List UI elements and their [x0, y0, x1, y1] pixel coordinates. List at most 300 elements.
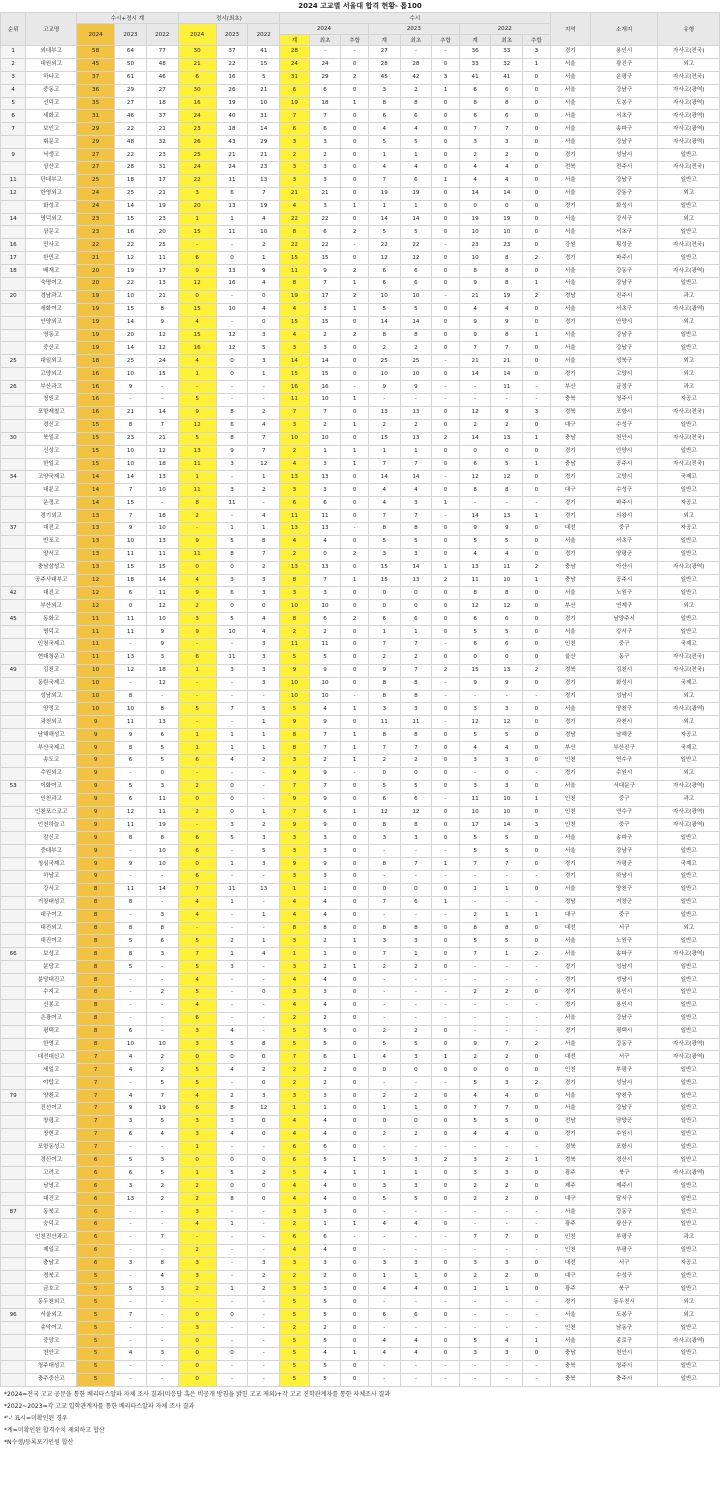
table-cell: 대전 — [550, 522, 590, 535]
table-cell: 27 — [115, 97, 147, 110]
table-row — [1, 1128, 720, 1141]
table-row — [1, 252, 720, 265]
table-cell: 상산고 — [26, 162, 77, 175]
table-cell: 0 — [432, 780, 459, 793]
table-cell: 0 — [523, 123, 550, 136]
table-cell: 2 — [400, 754, 432, 767]
table-cell: - — [523, 690, 550, 703]
table-cell: 일반고 — [658, 329, 720, 342]
table-cell: 77 — [146, 46, 178, 59]
table-cell: 14 — [368, 213, 400, 226]
table-cell: 21 — [146, 187, 178, 200]
table-cell: 3 — [400, 832, 432, 845]
table-cell: 낙생고 — [26, 149, 77, 162]
table-cell: 7 — [216, 703, 248, 716]
susi-2022-total-header: 계 — [459, 35, 491, 46]
table-cell: 17 — [146, 265, 178, 278]
table-cell: 10 — [146, 522, 178, 535]
table-cell: 경기 — [550, 497, 590, 510]
table-cell: 중구 — [590, 819, 658, 832]
table-cell: 0 — [341, 368, 368, 381]
table-cell: 13 — [146, 716, 178, 729]
table-cell: - — [432, 46, 459, 59]
table-cell: 1 — [432, 174, 459, 187]
table-cell: 경기 — [550, 1077, 590, 1090]
table-cell: 4 — [280, 535, 310, 548]
table-cell: 0 — [432, 1180, 459, 1193]
susi-header: 수시 — [280, 13, 551, 24]
table-cell: 2 — [178, 1244, 216, 1257]
table-cell: 25 — [77, 174, 115, 187]
table-cell: - — [400, 1141, 432, 1154]
table-cell: 0 — [432, 123, 459, 136]
table-cell: 3 — [248, 574, 280, 587]
table-cell: - — [178, 522, 216, 535]
table-cell: 0 — [178, 1051, 216, 1064]
table-cell: 2 — [400, 1025, 432, 1038]
table-cell: 6 — [178, 845, 216, 858]
table-cell: 0 — [216, 1180, 248, 1193]
table-cell: 2 — [432, 432, 459, 445]
table-cell: 서울 — [550, 1206, 590, 1219]
table-cell: - — [432, 290, 459, 303]
table-cell: 부산국제고 — [26, 742, 77, 755]
table-cell: 10 — [280, 600, 310, 613]
table-cell: 9 — [309, 793, 341, 806]
table-cell: 3 — [280, 832, 310, 845]
table-cell: 자사고(전국) — [658, 46, 720, 59]
table-cell — [1, 445, 26, 458]
table-cell: - — [216, 677, 248, 690]
table-row — [1, 1296, 720, 1309]
table-cell: 42 — [1, 587, 26, 600]
table-cell: 9 — [309, 819, 341, 832]
table-cell: 0 — [341, 1270, 368, 1283]
table-cell: 화성시 — [590, 677, 658, 690]
table-cell: 8 — [368, 819, 400, 832]
table-cell: 2 — [400, 1090, 432, 1103]
table-cell: 6 — [459, 84, 491, 97]
table-cell: 9 — [178, 587, 216, 600]
table-cell: 화성고 — [26, 200, 77, 213]
table-cell: 8 — [309, 922, 341, 935]
table-cell: 6 — [280, 1231, 310, 1244]
table-cell: 0 — [341, 948, 368, 961]
table-cell: - — [523, 1012, 550, 1025]
table-cell: - — [459, 999, 491, 1012]
table-cell: 0 — [432, 1103, 459, 1116]
table-cell: 3 — [216, 819, 248, 832]
table-cell: 2 — [523, 561, 550, 574]
table-cell: 8 — [368, 522, 400, 535]
table-cell: 3 — [491, 780, 523, 793]
table-cell — [1, 394, 26, 407]
table-cell: - — [216, 974, 248, 987]
table-cell: 13 — [216, 200, 248, 213]
table-cell: 중구 — [590, 522, 658, 535]
table-cell: 8 — [115, 922, 147, 935]
table-row — [1, 1309, 720, 1322]
table-cell: 10 — [146, 845, 178, 858]
table-cell: 자사고(광역) — [658, 1335, 720, 1348]
table-cell: 5 — [146, 742, 178, 755]
table-cell: 6 — [280, 84, 310, 97]
table-cell: 10 — [77, 690, 115, 703]
table-cell — [1, 677, 26, 690]
table-row — [1, 445, 720, 458]
table-cell: 1 — [459, 883, 491, 896]
table-cell: 14 — [115, 342, 147, 355]
table-cell: 0 — [432, 613, 459, 626]
table-cell: 4 — [280, 1128, 310, 1141]
table-cell: 창현고 — [26, 1128, 77, 1141]
table-row — [1, 522, 720, 535]
table-cell: 9 — [400, 381, 432, 394]
table-cell: - — [216, 1257, 248, 1270]
table-cell: 9 — [309, 858, 341, 871]
table-cell: 23 — [146, 213, 178, 226]
table-cell: 16 — [77, 381, 115, 394]
table-cell: 2 — [280, 1064, 310, 1077]
table-cell: - — [368, 1012, 400, 1025]
table-cell: - — [115, 871, 147, 884]
table-cell: 3 — [280, 845, 310, 858]
table-cell: 충북 — [550, 1360, 590, 1373]
table-cell: 5 — [216, 1167, 248, 1180]
table-cell: 7 — [309, 406, 341, 419]
table-cell: 11 — [115, 819, 147, 832]
table-cell: - — [368, 987, 400, 1000]
table-cell: 15 — [115, 497, 147, 510]
table-cell: 0 — [523, 832, 550, 845]
table-cell: 부산 — [550, 381, 590, 394]
table-cell: 13 — [400, 574, 432, 587]
table-cell: 외고 — [658, 58, 720, 71]
table-cell: - — [459, 497, 491, 510]
table-cell: - — [115, 1206, 147, 1219]
table-cell: 경기 — [550, 1296, 590, 1309]
table-cell: 0 — [523, 187, 550, 200]
table-cell: 10 — [309, 600, 341, 613]
table-cell: 0 — [341, 1193, 368, 1206]
table-cell: 자사고(광역) — [658, 110, 720, 123]
table-cell: 공주시 — [590, 574, 658, 587]
table-cell: 0 — [523, 1051, 550, 1064]
table-cell: 서울 — [550, 187, 590, 200]
table-cell — [1, 690, 26, 703]
table-cell — [1, 1064, 26, 1077]
table-cell: 대전 — [550, 1051, 590, 1064]
table-cell: 2 — [178, 1193, 216, 1206]
table-cell: 연수구 — [590, 806, 658, 819]
table-cell: 2 — [146, 987, 178, 1000]
table-cell: - — [216, 316, 248, 329]
table-cell: 양천구 — [590, 703, 658, 716]
table-cell: 0 — [523, 651, 550, 664]
table-cell: 0 — [432, 1128, 459, 1141]
table-cell: - — [248, 999, 280, 1012]
table-cell: 4 — [309, 1244, 341, 1257]
table-cell: 8 — [115, 948, 147, 961]
table-cell: - — [400, 845, 432, 858]
table-cell: 9 — [491, 677, 523, 690]
table-cell: 경기 — [550, 767, 590, 780]
table-cell: 5 — [115, 780, 147, 793]
table-cell: 23 — [178, 123, 216, 136]
table-cell: 자사고(전국) — [658, 651, 720, 664]
table-cell: 22 — [115, 123, 147, 136]
table-cell: - — [248, 690, 280, 703]
table-cell: 서울 — [550, 1309, 590, 1322]
table-cell: 10 — [248, 226, 280, 239]
table-cell: 3 — [248, 651, 280, 664]
table-cell: 9 — [178, 265, 216, 278]
table-cell: 0 — [432, 445, 459, 458]
table-cell: 3 — [280, 174, 310, 187]
table-cell: 29 — [115, 84, 147, 97]
table-cell: 인천진산과고 — [26, 1231, 77, 1244]
table-cell: - — [341, 767, 368, 780]
table-row — [1, 987, 720, 1000]
table-cell: 3 — [280, 1283, 310, 1296]
table-cell: 3 — [115, 1257, 147, 1270]
table-cell: - — [491, 1206, 523, 1219]
table-cell: 0 — [341, 626, 368, 639]
table-cell: 2 — [341, 226, 368, 239]
table-cell: 0 — [432, 58, 459, 71]
table-cell: 9 — [77, 832, 115, 845]
table-cell: 중앙고 — [26, 1335, 77, 1348]
table-cell: 0 — [341, 84, 368, 97]
table-cell: - — [432, 1322, 459, 1335]
table-cell: 3 — [146, 909, 178, 922]
table-cell: 12 — [459, 406, 491, 419]
table-row — [1, 1335, 720, 1348]
table-row — [1, 239, 720, 252]
susi-2024-total-header: 계 — [280, 35, 310, 46]
table-cell: 2 — [248, 1064, 280, 1077]
table-cell: 2 — [368, 651, 400, 664]
table-cell: 동두천외고 — [26, 1296, 77, 1309]
table-cell: 6 — [77, 1167, 115, 1180]
table-cell: 0 — [523, 303, 550, 316]
table-cell: - — [523, 497, 550, 510]
table-cell: 24 — [216, 162, 248, 175]
table-cell: 0 — [523, 149, 550, 162]
table-row — [1, 1141, 720, 1154]
table-cell: 일반고 — [658, 1064, 720, 1077]
table-cell: 7 — [309, 780, 341, 793]
table-cell: 13 — [216, 265, 248, 278]
table-cell: 3 — [146, 1347, 178, 1360]
table-cell: 일반고 — [658, 909, 720, 922]
table-cell: 7 — [400, 742, 432, 755]
table-cell: 22 — [115, 278, 147, 291]
table-cell: 13 — [309, 522, 341, 535]
table-cell: 외고 — [658, 716, 720, 729]
table-cell: 대전 — [550, 1257, 590, 1270]
table-cell: 13 — [146, 471, 178, 484]
table-cell: 13 — [178, 445, 216, 458]
table-cell: - — [459, 871, 491, 884]
table-cell: 8 — [248, 535, 280, 548]
table-cell: 5 — [368, 303, 400, 316]
table-cell: 19 — [77, 342, 115, 355]
table-cell: 23 — [248, 162, 280, 175]
table-cell: 하나고 — [26, 71, 77, 84]
table-cell: 5 — [309, 651, 341, 664]
table-cell: - — [115, 1335, 147, 1348]
table-cell: 0 — [432, 626, 459, 639]
table-cell: 8 — [216, 1193, 248, 1206]
table-cell: 일반고 — [658, 1347, 720, 1360]
table-cell: 5 — [216, 1038, 248, 1051]
table-cell: 21 — [146, 123, 178, 136]
table-row — [1, 136, 720, 149]
table-cell: 경기 — [550, 613, 590, 626]
table-cell: - — [146, 1322, 178, 1335]
table-cell: 2 — [523, 290, 550, 303]
table-cell: - — [178, 381, 216, 394]
table-cell: 18 — [146, 510, 178, 523]
table-cell: 일반고 — [658, 1103, 720, 1116]
table-cell — [1, 1038, 26, 1051]
table-cell: 일반고 — [658, 278, 720, 291]
table-cell: 서울 — [550, 355, 590, 368]
table-cell: 16 — [77, 394, 115, 407]
table-cell: 15 — [146, 561, 178, 574]
table-cell: 경기 — [550, 1025, 590, 1038]
table-row — [1, 832, 720, 845]
table-cell — [1, 716, 26, 729]
table-cell: 8 — [368, 729, 400, 742]
table-cell: 13 — [77, 522, 115, 535]
table-row — [1, 819, 720, 832]
table-cell: 안양시 — [590, 316, 658, 329]
table-cell: 0 — [432, 948, 459, 961]
table-cell: 포항제철고 — [26, 406, 77, 419]
table-cell: 12 — [146, 600, 178, 613]
table-cell: 외고 — [658, 1296, 720, 1309]
table-cell: 0 — [341, 1064, 368, 1077]
table-cell: - — [491, 1322, 523, 1335]
table-cell: 8 — [280, 729, 310, 742]
table-cell — [1, 226, 26, 239]
table-cell: 2 — [248, 239, 280, 252]
table-cell: 현대청운고 — [26, 651, 77, 664]
table-cell: 고려고 — [26, 1167, 77, 1180]
table-cell: 3 — [115, 1180, 147, 1193]
table-cell: 0 — [523, 716, 550, 729]
table-cell: 외고 — [658, 368, 720, 381]
table-cell: 0 — [341, 999, 368, 1012]
table-cell: - — [491, 961, 523, 974]
table-cell: - — [341, 239, 368, 252]
table-cell: 강서고 — [26, 883, 77, 896]
table-cell: 5 — [459, 845, 491, 858]
table-cell: 11 — [178, 484, 216, 497]
table-cell: 0 — [523, 1231, 550, 1244]
table-cell: 0 — [523, 342, 550, 355]
table-cell: 5 — [77, 1270, 115, 1283]
table-cell: - — [400, 1296, 432, 1309]
table-cell: - — [523, 1373, 550, 1386]
table-cell: 1 — [523, 909, 550, 922]
table-cell: 송파구 — [590, 123, 658, 136]
table-cell: 0 — [341, 1335, 368, 1348]
table-cell: 인천 — [550, 819, 590, 832]
table-cell: 일반고 — [658, 832, 720, 845]
table-cell: 3 — [248, 1257, 280, 1270]
table-cell: 22 — [368, 239, 400, 252]
table-cell: 8 — [400, 819, 432, 832]
table-cell: 자사고(광역) — [658, 97, 720, 110]
table-cell: 서울 — [550, 587, 590, 600]
table-cell: 경기 — [550, 1128, 590, 1141]
table-cell: 28 — [280, 46, 310, 59]
table-cell: 9 — [248, 265, 280, 278]
table-cell: 7 — [368, 638, 400, 651]
table-cell: 35 — [77, 97, 115, 110]
table-cell: 청주시 — [590, 1360, 658, 1373]
table-cell: 1 — [523, 458, 550, 471]
table-cell — [1, 1051, 26, 1064]
table-cell: 0 — [432, 316, 459, 329]
table-cell: - — [491, 999, 523, 1012]
table-cell: 0 — [341, 1309, 368, 1322]
table-cell: 18 — [146, 458, 178, 471]
table-cell: 4 — [368, 1347, 400, 1360]
table-cell: 3 — [309, 458, 341, 471]
table-cell: 2 — [400, 419, 432, 432]
table-cell: 11 — [368, 716, 400, 729]
table-cell: - — [248, 767, 280, 780]
table-cell: 18 — [309, 97, 341, 110]
table-cell: 16 — [280, 381, 310, 394]
table-cell: 북구 — [590, 1167, 658, 1180]
table-cell: 1 — [368, 200, 400, 213]
table-cell: - — [178, 716, 216, 729]
table-cell: 6 — [216, 419, 248, 432]
table-cell: 일반고 — [658, 342, 720, 355]
table-cell: 8 — [491, 252, 523, 265]
table-cell: 9 — [309, 716, 341, 729]
table-cell: 경기 — [550, 445, 590, 458]
table-cell: 0 — [248, 1051, 280, 1064]
table-cell: 6 — [309, 1051, 341, 1064]
table-cell: 19 — [77, 316, 115, 329]
table-cell: - — [491, 871, 523, 884]
table-cell: 9 — [77, 845, 115, 858]
table-cell: 5 — [280, 651, 310, 664]
table-cell: 0 — [178, 1360, 216, 1373]
table-cell: 대진고 — [26, 587, 77, 600]
table-cell: 자사고(광역) — [658, 303, 720, 316]
susi-2023-extra-header: 추합 — [432, 35, 459, 46]
table-cell: - — [248, 1219, 280, 1232]
table-row — [1, 1064, 720, 1077]
table-cell: 1 — [432, 84, 459, 97]
table-cell: 노원구 — [590, 935, 658, 948]
table-cell: 6 — [146, 729, 178, 742]
table-cell: - — [216, 999, 248, 1012]
table-cell — [1, 974, 26, 987]
table-cell: 2 — [523, 1077, 550, 1090]
table-cell: 21 — [491, 355, 523, 368]
table-cell: - — [432, 987, 459, 1000]
table-cell: 14 — [400, 316, 432, 329]
table-cell: - — [459, 1206, 491, 1219]
